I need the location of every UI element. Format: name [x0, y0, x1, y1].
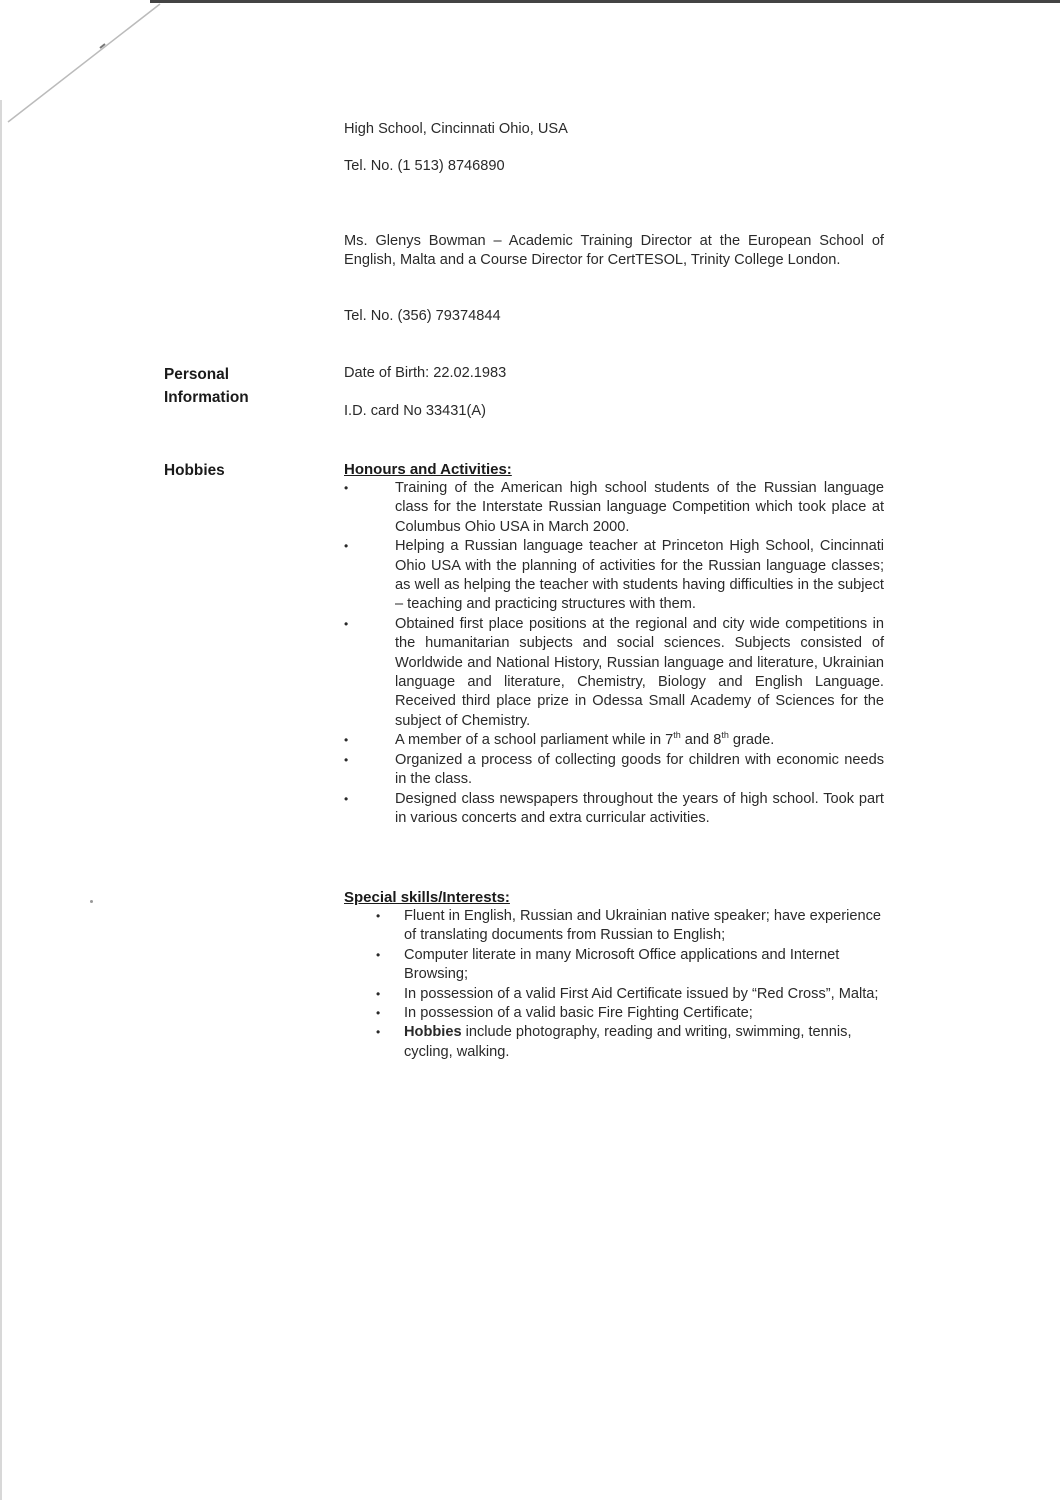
skills-section — [344, 888, 884, 1062]
honours-item: • Designed class newspapers throughout the years of high school. Took part in various concerts and extra curricular activities. — [344, 790, 884, 826]
scan-edge-left — [0, 100, 2, 1500]
bullet-icon: • — [344, 539, 349, 554]
bullet-icon: • — [344, 481, 349, 495]
skills-item-hobbies: • Hobbies include photography, reading and writing, swimming, tennis, cycling, walking. — [376, 1024, 852, 1060]
honours-item-parliament: • A member of a school parliament while in 7th and 8th grade. — [344, 731, 884, 750]
honours-heading: Honours and Activities: — [344, 461, 512, 478]
reference-2-description: Ms. Glenys Bowman – Academic Training Director at the European School of English, Malta and a Course Director for CertTESOL, Trinity College London. — [344, 233, 884, 269]
date-of-birth: Date of Birth: 22.02.1983 — [344, 365, 507, 381]
honours-section — [344, 460, 884, 828]
bullet-icon: • — [344, 616, 349, 631]
bullet-icon: • — [376, 909, 381, 923]
reference-2-telephone: Tel. No. (356) 79374844 — [344, 308, 501, 324]
bullet-icon: • — [376, 1025, 381, 1040]
skills-heading: Special skills/Interests: — [344, 889, 510, 906]
scan-edge-top — [150, 0, 1060, 3]
id-card-number: I.D. card No 33431(A) — [344, 403, 486, 419]
honours-item: • Helping a Russian language teacher at Princeton High School, Cincinnati Ohio USA with the planning of activities for the Russian language classes; as well as helping the teacher with students having difficulties in the subject – teaching and practicing structures with them. — [344, 538, 884, 613]
honours-list — [344, 479, 884, 828]
skills-list — [344, 907, 884, 1062]
scan-speck — [90, 900, 93, 903]
bullet-icon: • — [344, 791, 349, 806]
honours-item: • Obtained first place positions at the regional and city wide competitions in the humanitarian subjects and social sciences. Subjects consisted of Worldwide and National History, Russian language and literature, Ukrainian language and literature, Chemistry, Biology and English Language. Received third place prize in Odessa Small Academy of Sciences for the subject of Chemistry. — [344, 615, 884, 729]
skills-item: • Fluent in English, Russian and Ukrainian native speaker; have experience of translating documents from Russian to English; — [376, 908, 882, 944]
bullet-icon: • — [344, 733, 349, 748]
scan-edge-fold — [0, 0, 170, 130]
skills-item: • In possession of a valid First Aid Certificate issued by “Red Cross”, Malta; — [344, 985, 884, 1004]
bullet-icon: • — [344, 752, 349, 767]
honours-item: • Organized a process of collecting goods for children with economic needs in the class. — [344, 751, 884, 788]
bullet-icon: • — [376, 986, 381, 1001]
skills-item: • Computer literate in many Microsoft Office applications and Internet Browsing; — [376, 946, 840, 983]
reference-1-telephone: Tel. No. (1 513) 8746890 — [344, 158, 505, 174]
skills-item: • In possession of a valid basic Fire Fighting Certificate; — [344, 1004, 884, 1023]
bullet-icon: • — [376, 947, 381, 962]
hobbies-label: Hobbies — [164, 462, 225, 479]
reference-1-institution: High School, Cincinnati Ohio, USA — [344, 121, 568, 137]
bullet-icon: • — [376, 1006, 381, 1021]
personal-label-line1: Personal — [164, 366, 230, 383]
personal-label-line2: Information — [164, 389, 249, 406]
honours-item: • Training of the American high school students of the Russian language class for the Interstate Russian language Competition which took place at Columbus Ohio USA in March 2000. — [344, 480, 884, 535]
personal-info-label — [164, 363, 249, 409]
